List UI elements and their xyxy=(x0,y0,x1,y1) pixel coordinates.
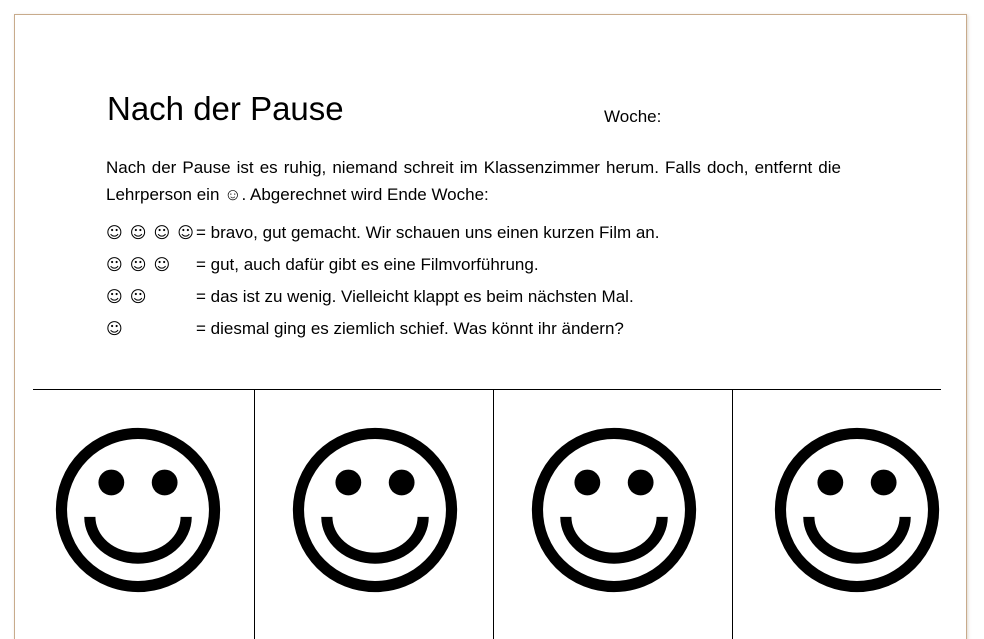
smiley-face-icon xyxy=(528,424,700,596)
smiley-cell-2 xyxy=(255,390,494,639)
rule-faces: ☺ ☺ ☺ ☺ xyxy=(106,223,195,242)
rule-text: = das ist zu wenig. Vielleicht klappt es beim nächsten Mal. xyxy=(196,287,634,306)
page-title: Nach der Pause xyxy=(107,90,344,127)
rule-text: = diesmal ging es ziemlich schief. Was könnt ihr ändern? xyxy=(196,319,624,338)
document-page xyxy=(14,14,967,639)
smiley-face-icon xyxy=(289,424,461,596)
smiley-cell-1 xyxy=(33,390,255,639)
rule-faces: ☺ ☺ ☺ xyxy=(106,255,172,274)
rules-list xyxy=(106,223,659,351)
rule-row-1 xyxy=(106,319,659,351)
rule-faces: ☺ xyxy=(106,319,124,338)
week-label: Woche: xyxy=(604,107,662,126)
smiley-table xyxy=(33,389,941,639)
rule-row-3 xyxy=(106,255,659,287)
rule-row-2 xyxy=(106,287,659,319)
rule-text: = bravo, gut gemacht. Wir schauen uns einen kurzen Film an. xyxy=(196,223,660,242)
smiley-cell-4 xyxy=(733,390,941,639)
intro-paragraph: Nach der Pause ist es ruhig, niemand schreit im Klassenzimmer herum. Falls doch, entfernt die Lehrperson ein ☺. Abgerechnet wird Ende Woche: xyxy=(106,158,841,204)
rule-text: = gut, auch dafür gibt es eine Filmvorführung. xyxy=(196,255,539,274)
rule-faces: ☺ ☺ xyxy=(106,287,148,306)
smiley-face-icon xyxy=(771,424,943,596)
rule-row-4 xyxy=(106,223,659,255)
smiley-cell-3 xyxy=(494,390,733,639)
smiley-face-icon xyxy=(52,424,224,596)
